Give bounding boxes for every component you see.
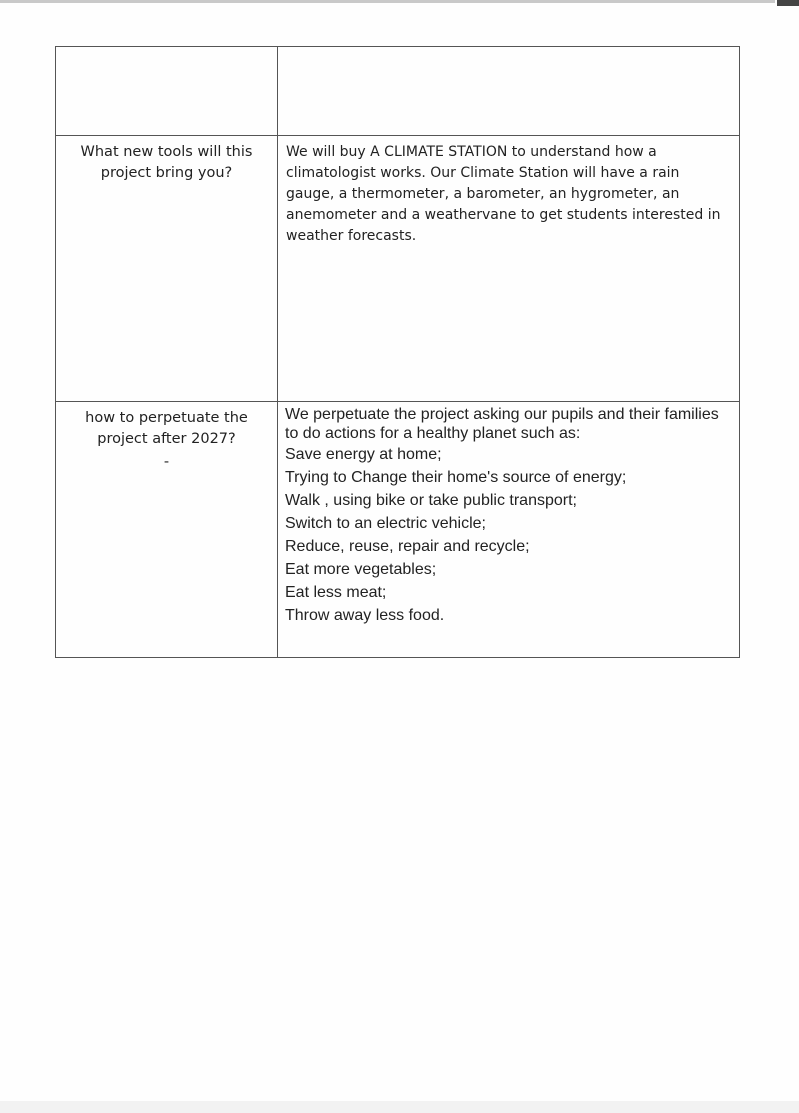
perpetuate-answer [278,402,739,627]
tools-question: What new tools will this project bring you? [80,144,253,181]
list-item: Eat less meat; [285,584,387,601]
empty-question-cell [56,47,278,136]
tools-question-cell [56,136,278,402]
scan-bottom-edge [0,1101,799,1113]
actions-list [285,443,733,627]
list-item: Reduce, reuse, repair and recycle; [285,538,530,555]
perpetuate-dash-marker: - [163,454,170,470]
scan-top-edge [0,0,775,3]
perpetuate-question: how to perpetuate the project after 2027? [85,410,248,447]
scan-corner-mark [777,0,799,6]
perpetuate-intro: We perpetuate the project asking our pupils and their families to do actions for a healthy planet such as: [285,406,719,442]
table-row-empty [56,47,740,136]
table-row-perpetuate [56,402,740,658]
perpetuate-answer-cell [278,402,740,658]
list-item: Throw away less food. [285,607,445,624]
empty-answer-cell [278,47,740,136]
table-row-tools [56,136,740,402]
tools-answer-cell [278,136,740,402]
list-item: Eat more vegetables; [285,561,437,578]
questionnaire-table [55,46,740,658]
tools-answer: We will buy A CLIMATE STATION to understand how a climatologist works. Our Climate Station will have a rain gauge, a thermometer, a barometer, an hygrometer, an anemometer and a weathervane to get students interested in weather forecasts. [286,144,721,244]
list-item: Walk , using bike or take public transport; [285,492,577,509]
list-item: Switch to an electric vehicle; [285,515,486,532]
perpetuate-question-cell [56,402,278,658]
list-item: Trying to Change their home's source of energy; [285,469,627,486]
list-item: Save energy at home; [285,446,442,463]
